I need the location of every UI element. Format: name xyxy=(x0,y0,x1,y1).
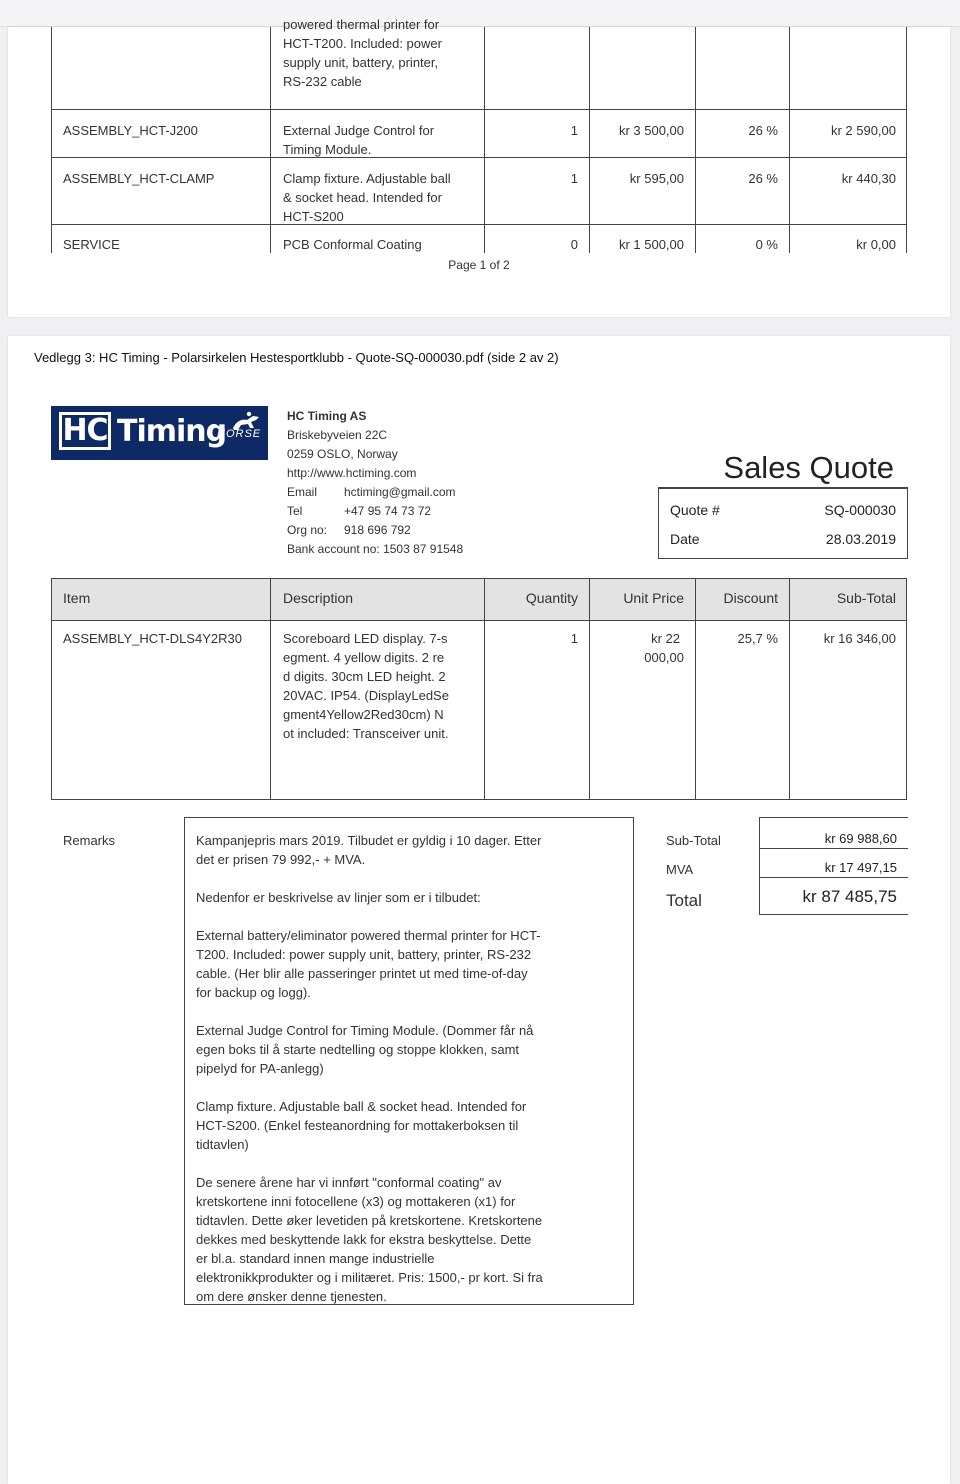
row-item: ASSEMBLY_HCT-CLAMP xyxy=(63,171,215,186)
row-description: PCB Conformal Coating xyxy=(283,237,422,252)
hc-timing-logo: HC Timing HORSE xyxy=(51,406,268,460)
company-org-no: 918 696 792 xyxy=(344,523,411,537)
row-quantity: 1 xyxy=(570,123,578,138)
remark-paragraph: External battery/eliminator powered thermal printer for HCT-T200. Included: power supply unit, battery, printer, RS-232 cable. (Her blir alle passeringer printet ut med time-of-day for backup og logg). xyxy=(196,928,541,1000)
total-label: Total xyxy=(666,891,702,910)
row-item: ASSEMBLY_HCT-DLS4Y2R30 xyxy=(63,631,242,646)
row-subtotal: kr 440,30 xyxy=(841,171,896,186)
row-item: ASSEMBLY_HCT-J200 xyxy=(63,123,198,138)
row-quantity: 0 xyxy=(570,237,578,252)
pdf-page-2 xyxy=(8,336,950,1484)
row-subtotal: kr 16 346,00 xyxy=(823,631,896,646)
totals-box xyxy=(759,817,907,915)
company-website: http://www.hctiming.com xyxy=(287,466,417,480)
row-description: External Judge Control for Timing Module. xyxy=(283,123,435,157)
company-address-1: Briskebyveien 22C xyxy=(287,428,388,442)
tel-label: Tel xyxy=(287,504,303,518)
quote-info-box xyxy=(658,487,908,559)
quote-date: 28.03.2019 xyxy=(825,531,896,547)
table-row xyxy=(283,15,453,109)
remarks-label: Remarks xyxy=(63,833,116,848)
remarks-box xyxy=(184,817,634,1305)
row-discount: 26 % xyxy=(748,171,778,186)
row-description: Clamp fixture. Adjustable ball & socket head. Intended for HCT-S200 xyxy=(283,171,451,224)
org-label: Org no: xyxy=(287,523,328,537)
subtotal-value: kr 69 988,60 xyxy=(824,831,897,846)
viewer-top-bar xyxy=(0,0,960,27)
row-quantity: 1 xyxy=(570,631,578,646)
table-header xyxy=(51,578,907,620)
remark-paragraph: De senere årene har vi innført "conformal coating" av kretskortene inni fotocellene (x3) og mottakeren (x1) for tidtavlen. Dette øker levetiden på kretskortene. Kretskortene dekkes med beskyttende lakk for ekstra beskyttelse. Dette er bl.a. standard innen mange industrielle elektronikkprodukter og i militæret. Pris: 1500,- pr kort. Si fra om dere ønsker denne tjenesten. xyxy=(196,1175,543,1304)
row-unit-price: kr 22 000,00 xyxy=(644,631,684,665)
quote-number-label: Quote # xyxy=(670,502,720,518)
company-address-2: 0259 OSLO, Norway xyxy=(287,447,398,461)
col-header-item: Item xyxy=(63,590,91,606)
company-email: hctiming@gmail.com xyxy=(344,485,456,499)
row-discount: 25,7 % xyxy=(737,631,778,646)
company-name: HC Timing AS xyxy=(287,409,367,423)
row-item: SERVICE xyxy=(63,237,120,252)
row-description: powered thermal printer for HCT-T200. Included: power supply unit, battery, printer, RS-232 cable xyxy=(283,17,442,89)
row-discount: 0 % xyxy=(755,237,778,252)
row-unit-price: kr 595,00 xyxy=(629,171,684,186)
subtotal-label: Sub-Total xyxy=(666,833,721,848)
row-discount: 26 % xyxy=(748,123,778,138)
date-label: Date xyxy=(670,531,700,547)
row-unit-price: kr 1 500,00 xyxy=(618,237,684,252)
company-tel: +47 95 74 73 72 xyxy=(344,504,432,518)
remark-paragraph: External Judge Control for Timing Module. (Dommer får nå egen boks til å starte nedtelling og stoppe klokken, samt pipelyd for PA-anlegg) xyxy=(196,1023,534,1076)
row-description: Scoreboard LED display. 7-segment. 4 yellow digits. 2 red digits. 30cm LED height. 220VAC. IP54. (DisplayLedSegment4Yellow2Red30cm) Not included: Transceiver unit. xyxy=(283,631,449,741)
row-subtotal: kr 2 590,00 xyxy=(830,123,896,138)
quote-number: SQ-000030 xyxy=(824,502,896,518)
attachment-title: Vedlegg 3: HC Timing - Polarsirkelen Hestesportklubb - Quote-SQ-000030.pdf (side 2 av 2) xyxy=(34,350,559,365)
mva-label: MVA xyxy=(666,862,694,877)
mva-value: kr 17 497,15 xyxy=(824,860,897,875)
total-value: kr 87 485,75 xyxy=(802,887,897,906)
document-title: Sales Quote xyxy=(723,450,894,485)
email-label: Email xyxy=(287,485,318,499)
col-header-quantity: Quantity xyxy=(525,590,578,606)
bank-account: Bank account no: 1503 87 91548 xyxy=(287,542,464,556)
col-header-unit-price: Unit Price xyxy=(623,590,684,606)
col-header-discount: Discount xyxy=(723,590,778,606)
remark-paragraph: Kampanjepris mars 2019. Tilbudet er gyldig i 10 dager. Etter det er prisen 79 992,- + MVA. xyxy=(196,833,542,867)
pdf-page-1 xyxy=(8,17,950,317)
row-quantity: 1 xyxy=(570,171,578,186)
remark-paragraph: Nedenfor er beskrivelse av linjer som er i tilbudet: xyxy=(196,890,481,905)
col-header-description: Description xyxy=(283,590,354,606)
col-header-subtotal: Sub-Total xyxy=(836,590,896,606)
page-number: Page 1 of 2 xyxy=(448,258,510,272)
row-unit-price: kr 3 500,00 xyxy=(618,123,684,138)
remark-paragraph: Clamp fixture. Adjustable ball & socket head. Intended for HCT-S200. (Enkel festeanordning for mottakerboksen til tidtavlen) xyxy=(196,1099,527,1152)
row-subtotal: kr 0,00 xyxy=(856,237,896,252)
